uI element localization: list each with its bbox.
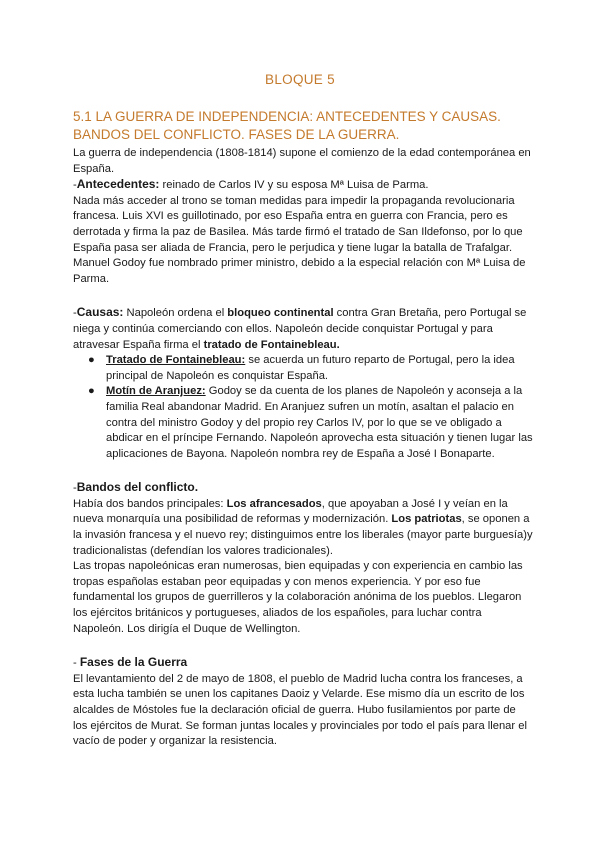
fases-label: Fases de la Guerra xyxy=(79,655,188,670)
bandos-label: Bandos del conflicto. xyxy=(76,480,199,495)
fases-paragraph: El levantamiento del 2 de mayo de 1808, el pueblo de Madrid lucha contra los franceses, a esta lucha también se unen los capitanes Daoiz y Velarde. Ese mismo día un escrito de los alcaldes de Móstoles fue la declaración oficial de guerra. Hubo fusilamientos por parte de los ejércitos de Murat. Se forman juntas locales y provinciales por todo el país para llenar el vacío de poder y organizar la resistencia. xyxy=(73,672,527,748)
list-item xyxy=(88,353,533,384)
causas-text-1: Napoleón ordena el xyxy=(123,307,228,320)
list-item-text: Godoy se da cuenta de los planes de Napoleón y aconseja a la familia Real abandonar Madrid. En Aranjuez sufren un motín, asaltan el palacio en contra del ministro Godoy y del propio rey Carlos IV, por lo que se ve obligado a abdicar en el príncipe Fernando. Napoleón aprovecha esta situación y tienen lugar las aplicaciones de Bayona. Napoleón nombra rey de España a José I Bonaparte. xyxy=(106,385,533,460)
causas-text-2: contra Gran Bretaña, pero Portugal se niega y continúa comerciando con ellos. Napoleón decide conquistar Portugal y para atravesar España firma el xyxy=(73,307,527,351)
antecedentes-prefix: - xyxy=(73,179,77,192)
bandos-paragraph-2: Las tropas napoleónicas eran numerosas, bien equipadas y con experiencia en cambio las tropas españolas estaban peor equipadas y con menos experiencia. Y por eso fue fundamental los grupos de guerrilleros y la colaboración anónima de los pueblos. Llegaron los ejércitos británicos y portugueses, aliados de los españoles, para luchar contra Napoleón. Los dirigía el Duque de Wellington. xyxy=(73,560,523,635)
fases-prefix: - xyxy=(73,657,80,670)
list-item xyxy=(88,384,533,462)
document-body xyxy=(73,146,533,750)
bandos-bold-2: Los patriotas xyxy=(391,513,462,526)
antecedentes-label: Antecedentes: xyxy=(76,177,160,192)
causas-bold-1: bloqueo continental xyxy=(227,307,334,320)
fases-heading xyxy=(73,655,533,672)
bullet-icon: ● xyxy=(88,385,95,398)
bandos-text-3: , se oponen a la invasión francesa y el nuevo rey; distinguimos entre los liberales (mayor parte burguesía)y tradicionalistas (defendían los valores tradicionales). xyxy=(73,513,533,557)
causas-list xyxy=(73,353,533,462)
bandos-heading xyxy=(73,480,533,497)
intro-paragraph: La guerra de independencia (1808-1814) supone el comienzo de la edad contemporánea en España. xyxy=(73,147,531,175)
causas-paragraph xyxy=(73,305,533,353)
antecedentes-lead: reinado de Carlos IV y su esposa Mª Luisa de Parma. xyxy=(159,179,429,192)
antecedentes-heading-line xyxy=(73,177,533,194)
causas-prefix: - xyxy=(73,307,77,320)
list-item-label: Motín de Aranjuez: xyxy=(106,385,206,398)
list-item-text: se acuerda un futuro reparto de Portugal, pero la idea principal de Napoleón es conquistar España. xyxy=(106,354,515,382)
title-line-2: BANDOS DEL CONFLICTO. FASES DE LA GUERRA. xyxy=(73,127,400,142)
causas-label: Causas: xyxy=(76,305,124,320)
list-item-label: Tratado de Fontainebleau: xyxy=(106,354,246,367)
bandos-paragraph-1 xyxy=(73,497,533,559)
page-title xyxy=(73,108,533,144)
bandos-bold-1: Los afrancesados xyxy=(226,497,322,510)
bandos-text-2: , que apoyaban a José I y veían en la nueva monarquía una posibilidad de reformas y modernización. xyxy=(73,497,508,526)
bullet-icon: ● xyxy=(88,354,95,367)
bandos-prefix: - xyxy=(73,482,77,495)
block-label: BLOQUE 5 xyxy=(265,72,335,87)
causas-bold-2: tratado de Fontainebleau. xyxy=(203,338,340,351)
antecedentes-paragraph: Nada más acceder al trono se toman medidas para impedir la propaganda revolucionaria francesa. Luis XVI es guillotinado, por eso España entra en guerra con Francia, pero es derrotada y firma la paz de Basilea. Más tarde firmó el tratado de San Ildefonso, por lo que España pasa ser aliada de Francia, pero le perjudica y tiene lugar la batalla de Trafalgar. Manuel Godoy fue nombrado primer ministro, debido a la especial relación con Mª Luisa de Parma. xyxy=(73,194,526,285)
bandos-text-1: Había dos bandos principales: xyxy=(73,497,227,510)
title-line-1: 5.1 LA GUERRA DE INDEPENDENCIA: ANTECEDENTES Y CAUSAS. xyxy=(73,109,501,124)
